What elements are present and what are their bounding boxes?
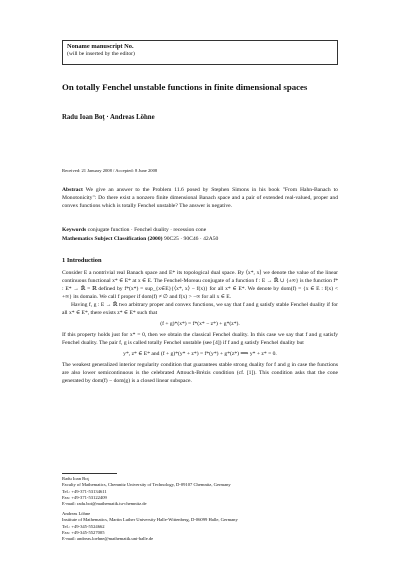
equation: y*, z* ∈ E* and (f + g)*(y* + z*) = f*(y*) + g*(z*) ⟹ y* + z* = 0. <box>123 351 277 357</box>
abstract-label: Abstract <box>62 187 83 193</box>
keywords <box>62 226 338 234</box>
keywords-label: Keywords <box>62 227 87 233</box>
affiliation-line: E-mail: radu.bot@mathematik.tu-chemnitz.de <box>62 501 147 507</box>
paragraph: If this property holds just for x* = 0, then we obtain the classical Fenchel duality. In this case we say that f and g satisfy Fenchel duality. The pair f, g is called totally Fenchel unstable (see [4]) if f and g satisfy Fenchel duality but <box>62 332 338 346</box>
keywords-text: conjugate function · Fenchel duality · recession cone <box>87 227 207 233</box>
affiliation-line: Tel.: +49-371-53134611 <box>62 488 107 494</box>
affiliation-line: Institute of Mathematics, Martin Luther University Halle-Wittenberg, D-06099 Halle, Germany <box>62 517 238 523</box>
section-heading <box>62 257 102 264</box>
msc-classification <box>62 235 338 243</box>
paragraph: Consider E a nontrivial real Banach space and E* its topological dual space. By ⟨x*, x⟩ we denote the value of the linear continuous functional x* ∈ E* at x ∈ E. The Fenchel-Moreau conjugate of a function f : E → ℝ̄ ∪ {±∞} is the function f* : E* → ℝ̄ = ℝ defined by f*(x*) = sup_{x∈E}{⟨x*, x⟩ − f(x)} for all x* ∈ E*. We denote by dom(f) = {x ∈ E : f(x) < +∞} its domain. We call f proper if dom(f) ≠ ∅ and f(x) > −∞ for all x ∈ E. <box>62 270 338 300</box>
affiliation-line: Radu Ioan Boţ <box>62 476 89 481</box>
section-number: 1 <box>62 257 66 264</box>
paper-authors: Radu Ioan Boţ · Andreas Löhne <box>62 114 155 121</box>
abstract <box>62 186 338 210</box>
affiliation-line: Andreas Löhne <box>62 511 91 516</box>
affiliation-line: Fax: +49-371-53122409 <box>62 494 107 500</box>
footnote-rule <box>62 473 117 474</box>
author-affiliation-1 <box>62 476 338 507</box>
affiliation-line: Faculty of Mathematics, Chemnitz University of Technology, D-09107 Chemnitz, Germany <box>62 482 231 488</box>
paragraph: The weakest generalized interior regularity condition that guarantees stable strong duality for f and g in case the functions are also lower semicontinuous is the celebrated Attouch-Brézis condition (cf. [1]). This condition asks that the cone generated by dom(f) − dom(g) is a closed linear subspace. <box>62 362 338 384</box>
paper-title: On totally Fenchel unstable functions in finite dimensional spaces <box>62 82 308 92</box>
msc-label: Mathematics Subject Classification (2000) <box>62 236 163 242</box>
affiliation-line: Tel.: +49-345-5524662 <box>62 523 105 529</box>
affiliation-line: E-mail: andreas.loehne@mathematik.uni-halle.de <box>62 536 154 542</box>
manuscript-header-box <box>62 40 338 65</box>
section-body <box>62 269 338 385</box>
editor-note: (will be inserted by the editor) <box>67 51 135 57</box>
author-affiliation-2 <box>62 511 338 542</box>
msc-text: 90C25 · 90C46 · 42A50 <box>163 236 219 242</box>
equation: (f + g)*(x*) = f*(x* − z*) + g*(z*). <box>160 321 240 327</box>
section-title: Introduction <box>66 257 102 264</box>
received-dates: Received: 21 January 2008 / Accepted: 8 June 2008 <box>62 168 158 173</box>
paragraph: Having f, g : E → ℝ̄ two arbitrary proper and convex functions, we say that f and g satisfy stable Fenchel duality if for all x* ∈ E*, there exists z* ∈ E* such that <box>62 302 338 316</box>
affiliation-line: Fax: +49-345-5527005 <box>62 529 105 535</box>
abstract-text: We give an answer to the Problem 11.6 posed by Stephen Simons in his book "From Hahn-Banach to Monotonicity": Do there exist a nonzero finite dimensional Banach space and a pair of extended real-valued, proper and convex functions which is totally Fenchel unstable? The answer is negative. <box>62 187 338 209</box>
manuscript-number: Noname manuscript No. <box>67 43 134 50</box>
